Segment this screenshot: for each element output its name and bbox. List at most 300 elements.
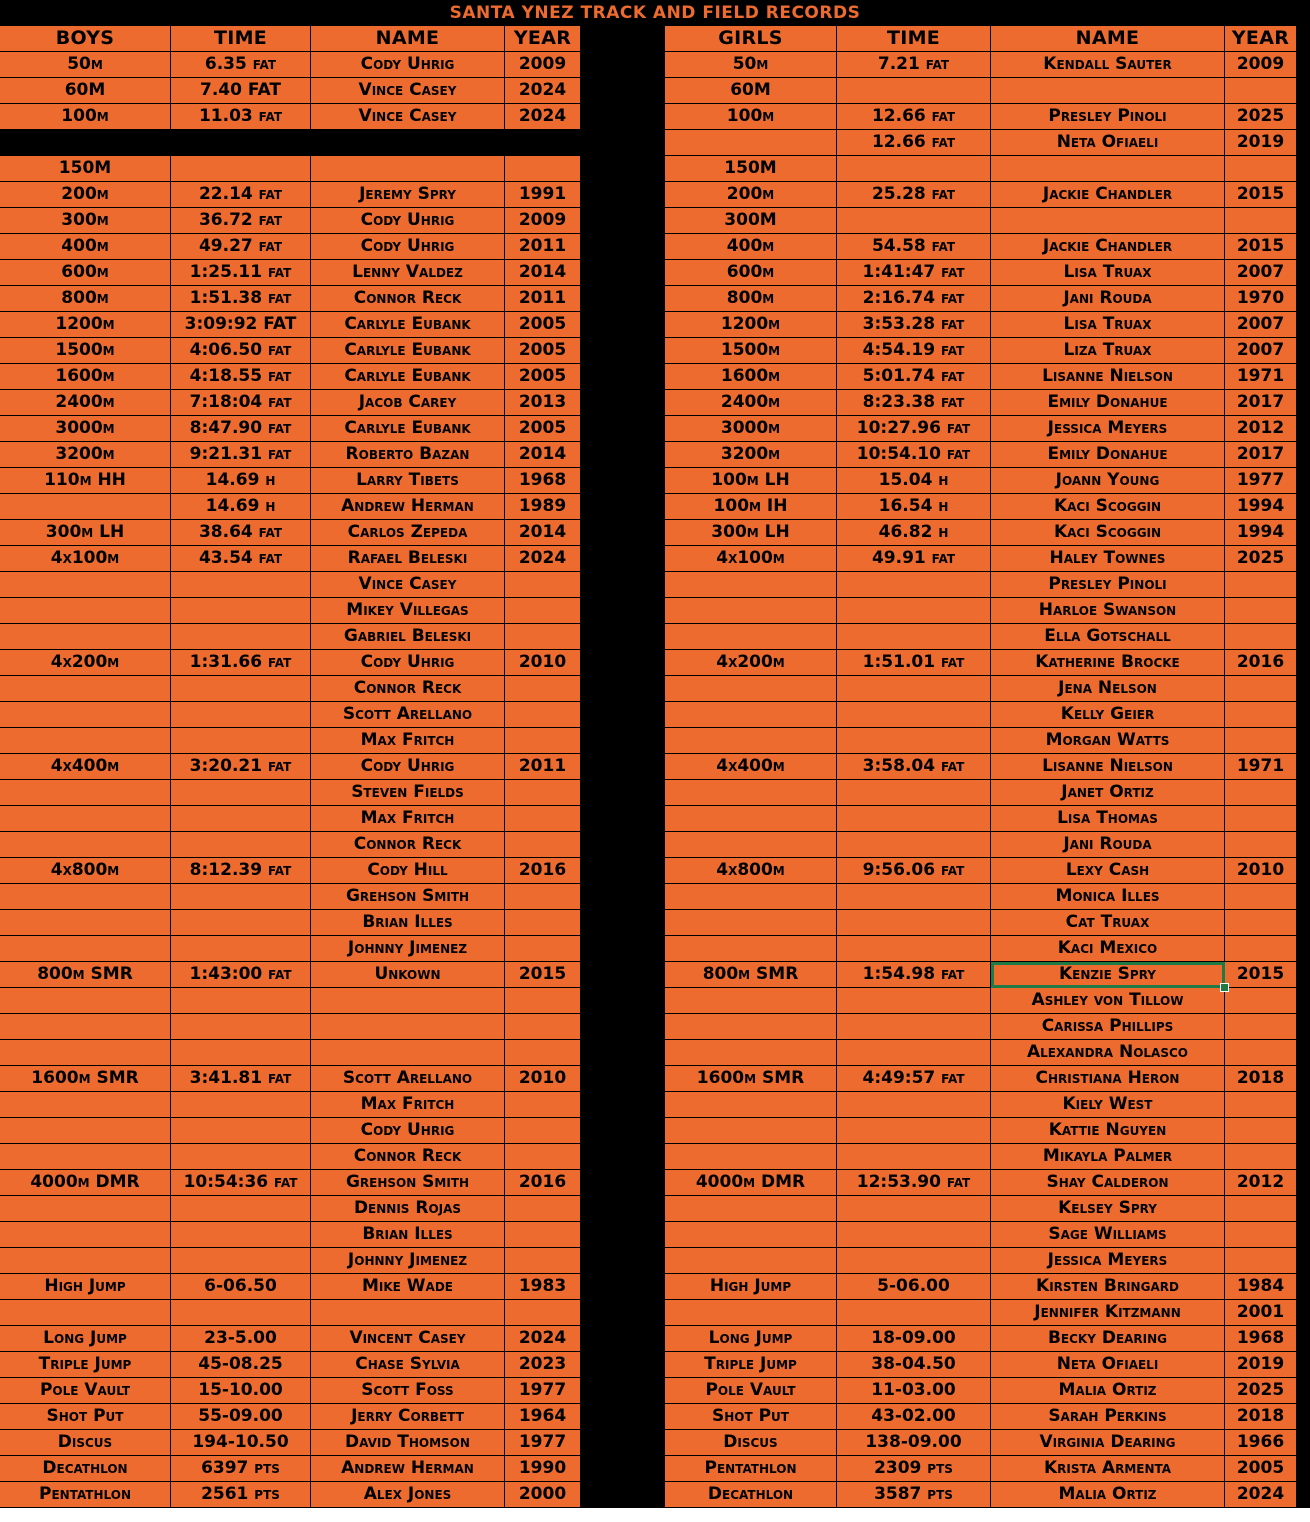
girls-time-cell[interactable]: 12:53.90 fat: [837, 1170, 991, 1196]
girls-event-cell[interactable]: Pole Vault: [665, 1378, 837, 1404]
girls-year-cell[interactable]: 2024: [1225, 1482, 1297, 1508]
girls-event-cell[interactable]: 1500m: [665, 338, 837, 364]
boys-year-cell[interactable]: [505, 598, 581, 624]
boys-year-cell[interactable]: [505, 1144, 581, 1170]
boys-event-cell[interactable]: 800m: [0, 286, 171, 312]
girls-year-cell[interactable]: 1994: [1225, 494, 1297, 520]
boys-name-cell[interactable]: Connor Reck: [311, 832, 505, 858]
girls-name-cell[interactable]: [991, 78, 1225, 104]
boys-name-cell[interactable]: [311, 988, 505, 1014]
boys-year-cell[interactable]: [505, 988, 581, 1014]
boys-year-cell[interactable]: 2016: [505, 858, 581, 884]
girls-time-cell[interactable]: 46.82 h: [837, 520, 991, 546]
boys-time-cell[interactable]: [171, 728, 311, 754]
girls-name-cell[interactable]: Mikayla Palmer: [991, 1144, 1225, 1170]
boys-event-cell[interactable]: 1600m: [0, 364, 171, 390]
girls-time-cell[interactable]: [837, 780, 991, 806]
boys-event-cell[interactable]: [0, 702, 171, 728]
boys-event-cell[interactable]: [0, 832, 171, 858]
boys-time-cell[interactable]: 11.03 fat: [171, 104, 311, 130]
girls-name-cell[interactable]: Neta Ofiaeli: [991, 130, 1225, 156]
boys-name-cell[interactable]: Cody Uhrig: [311, 1118, 505, 1144]
girls-name-cell[interactable]: Jackie Chandler: [991, 234, 1225, 260]
girls-year-cell[interactable]: 2007: [1225, 312, 1297, 338]
girls-event-cell[interactable]: 4000m DMR: [665, 1170, 837, 1196]
girls-event-cell[interactable]: [665, 598, 837, 624]
boys-year-cell[interactable]: [505, 832, 581, 858]
girls-name-cell[interactable]: Jena Nelson: [991, 676, 1225, 702]
girls-time-cell[interactable]: 49.91 fat: [837, 546, 991, 572]
girls-name-cell[interactable]: Janet Ortiz: [991, 780, 1225, 806]
girls-name-cell[interactable]: Haley Townes: [991, 546, 1225, 572]
boys-name-cell[interactable]: Scott Arellano: [311, 702, 505, 728]
girls-event-cell[interactable]: 200m: [665, 182, 837, 208]
boys-time-cell[interactable]: [171, 884, 311, 910]
girls-event-cell[interactable]: 1600m: [665, 364, 837, 390]
girls-name-cell[interactable]: Emily Donahue: [991, 390, 1225, 416]
boys-name-cell[interactable]: Vince Casey: [311, 572, 505, 598]
boys-event-cell[interactable]: [0, 1040, 171, 1066]
boys-name-cell[interactable]: Roberto Bazan: [311, 442, 505, 468]
girls-year-cell[interactable]: [1225, 832, 1297, 858]
girls-event-cell[interactable]: 800m SMR: [665, 962, 837, 988]
girls-time-cell[interactable]: 12.66 fat: [837, 104, 991, 130]
girls-event-cell[interactable]: [665, 780, 837, 806]
girls-name-cell[interactable]: [991, 208, 1225, 234]
girls-event-cell[interactable]: Pentathlon: [665, 1456, 837, 1482]
girls-name-cell[interactable]: Kirsten Bringard: [991, 1274, 1225, 1300]
girls-time-cell[interactable]: [837, 1014, 991, 1040]
boys-name-cell[interactable]: [311, 1040, 505, 1066]
girls-name-cell[interactable]: Krista Armenta: [991, 1456, 1225, 1482]
boys-event-cell[interactable]: 300m: [0, 208, 171, 234]
boys-event-cell[interactable]: 2400m: [0, 390, 171, 416]
boys-name-cell[interactable]: Mike Wade: [311, 1274, 505, 1300]
boys-year-cell[interactable]: 2010: [505, 650, 581, 676]
boys-time-cell[interactable]: [171, 1196, 311, 1222]
boys-event-cell[interactable]: [0, 1196, 171, 1222]
boys-event-cell[interactable]: Pole Vault: [0, 1378, 171, 1404]
boys-time-cell[interactable]: [171, 806, 311, 832]
girls-year-cell[interactable]: [1225, 884, 1297, 910]
boys-name-cell[interactable]: Cody Uhrig: [311, 208, 505, 234]
boys-time-cell[interactable]: 38.64 fat: [171, 520, 311, 546]
boys-year-cell[interactable]: [505, 910, 581, 936]
girls-year-cell[interactable]: 2018: [1225, 1404, 1297, 1430]
girls-time-cell[interactable]: [837, 676, 991, 702]
boys-year-cell[interactable]: 2023: [505, 1352, 581, 1378]
girls-year-cell[interactable]: 1966: [1225, 1430, 1297, 1456]
boys-year-cell[interactable]: [505, 1014, 581, 1040]
boys-year-cell[interactable]: 2011: [505, 754, 581, 780]
girls-name-cell[interactable]: Kiely West: [991, 1092, 1225, 1118]
girls-event-cell[interactable]: 300m LH: [665, 520, 837, 546]
girls-name-cell[interactable]: Liza Truax: [991, 338, 1225, 364]
boys-name-cell[interactable]: Alex Jones: [311, 1482, 505, 1508]
girls-event-cell[interactable]: [665, 988, 837, 1014]
boys-header-event[interactable]: BOYS: [0, 26, 171, 52]
girls-year-cell[interactable]: [1225, 676, 1297, 702]
boys-time-cell[interactable]: [171, 1248, 311, 1274]
girls-year-cell[interactable]: [1225, 1248, 1297, 1274]
boys-time-cell[interactable]: [171, 1040, 311, 1066]
boys-year-cell[interactable]: 2010: [505, 1066, 581, 1092]
boys-time-cell[interactable]: 2561 pts: [171, 1482, 311, 1508]
girls-time-cell[interactable]: 5-06.00: [837, 1274, 991, 1300]
girls-name-cell[interactable]: Malia Ortiz: [991, 1482, 1225, 1508]
boys-event-cell[interactable]: Discus: [0, 1430, 171, 1456]
girls-time-cell[interactable]: 8:23.38 fat: [837, 390, 991, 416]
girls-year-cell[interactable]: 2015: [1225, 234, 1297, 260]
girls-year-cell[interactable]: [1225, 208, 1297, 234]
boys-event-cell[interactable]: [0, 572, 171, 598]
boys-year-cell[interactable]: 2024: [505, 104, 581, 130]
boys-time-cell[interactable]: 8:47.90 fat: [171, 416, 311, 442]
boys-name-cell[interactable]: Max Fritch: [311, 728, 505, 754]
boys-year-cell[interactable]: [505, 676, 581, 702]
boys-name-cell[interactable]: Cody Hill: [311, 858, 505, 884]
girls-event-cell[interactable]: Triple Jump: [665, 1352, 837, 1378]
boys-event-cell[interactable]: 110m HH: [0, 468, 171, 494]
boys-year-cell[interactable]: 1968: [505, 468, 581, 494]
boys-time-cell[interactable]: [171, 1092, 311, 1118]
boys-event-cell[interactable]: [0, 1014, 171, 1040]
boys-time-cell[interactable]: [171, 780, 311, 806]
boys-name-cell[interactable]: Steven Fields: [311, 780, 505, 806]
girls-time-cell[interactable]: 138-09.00: [837, 1430, 991, 1456]
boys-event-cell[interactable]: 200m: [0, 182, 171, 208]
boys-time-cell[interactable]: 45-08.25: [171, 1352, 311, 1378]
boys-year-cell[interactable]: [505, 780, 581, 806]
boys-year-cell[interactable]: 1983: [505, 1274, 581, 1300]
girls-event-cell[interactable]: Discus: [665, 1430, 837, 1456]
boys-name-cell[interactable]: Max Fritch: [311, 1092, 505, 1118]
girls-event-cell[interactable]: [665, 1118, 837, 1144]
boys-year-cell[interactable]: [505, 156, 581, 182]
boys-name-cell[interactable]: Connor Reck: [311, 286, 505, 312]
girls-name-cell[interactable]: Kaci Scoggin: [991, 494, 1225, 520]
girls-time-cell[interactable]: 10:54.10 fat: [837, 442, 991, 468]
girls-time-cell[interactable]: 43-02.00: [837, 1404, 991, 1430]
boys-time-cell[interactable]: [171, 832, 311, 858]
boys-event-cell[interactable]: 3000m: [0, 416, 171, 442]
girls-time-cell[interactable]: 1:54.98 fat: [837, 962, 991, 988]
girls-name-cell[interactable]: Lexy Cash: [991, 858, 1225, 884]
girls-year-cell[interactable]: 1977: [1225, 468, 1297, 494]
girls-year-cell[interactable]: 2017: [1225, 442, 1297, 468]
girls-time-cell[interactable]: 4:54.19 fat: [837, 338, 991, 364]
boys-year-cell[interactable]: 2011: [505, 286, 581, 312]
girls-time-cell[interactable]: 18-09.00: [837, 1326, 991, 1352]
boys-time-cell[interactable]: 3:20.21 fat: [171, 754, 311, 780]
boys-name-cell[interactable]: Cody Uhrig: [311, 52, 505, 78]
boys-time-cell[interactable]: 3:09:92 FAT: [171, 312, 311, 338]
boys-event-cell[interactable]: 4000m DMR: [0, 1170, 171, 1196]
boys-year-cell[interactable]: [505, 1300, 581, 1326]
girls-time-cell[interactable]: [837, 806, 991, 832]
boys-time-cell[interactable]: [171, 156, 311, 182]
girls-time-cell[interactable]: [837, 572, 991, 598]
girls-time-cell[interactable]: [837, 1118, 991, 1144]
girls-name-cell[interactable]: Lisa Truax: [991, 260, 1225, 286]
girls-name-cell[interactable]: Cat Truax: [991, 910, 1225, 936]
girls-year-cell[interactable]: 2007: [1225, 260, 1297, 286]
girls-event-cell[interactable]: 4x400m: [665, 754, 837, 780]
girls-year-cell[interactable]: 2025: [1225, 1378, 1297, 1404]
boys-event-cell[interactable]: High Jump: [0, 1274, 171, 1300]
boys-name-cell[interactable]: Chase Sylvia: [311, 1352, 505, 1378]
boys-event-cell[interactable]: 800m SMR: [0, 962, 171, 988]
boys-event-cell[interactable]: [0, 676, 171, 702]
boys-event-cell[interactable]: 4x200m: [0, 650, 171, 676]
girls-time-cell[interactable]: [837, 936, 991, 962]
girls-year-cell[interactable]: [1225, 78, 1297, 104]
boys-year-cell[interactable]: 1989: [505, 494, 581, 520]
boys-year-cell[interactable]: 2011: [505, 234, 581, 260]
girls-event-cell[interactable]: 3200m: [665, 442, 837, 468]
girls-year-cell[interactable]: [1225, 624, 1297, 650]
girls-event-cell[interactable]: [665, 1092, 837, 1118]
girls-time-cell[interactable]: 5:01.74 fat: [837, 364, 991, 390]
boys-event-cell[interactable]: 4x800m: [0, 858, 171, 884]
boys-name-cell[interactable]: Grehson Smith: [311, 884, 505, 910]
girls-event-cell[interactable]: 150M: [665, 156, 837, 182]
girls-event-cell[interactable]: 600m: [665, 260, 837, 286]
girls-event-cell[interactable]: 100m LH: [665, 468, 837, 494]
girls-time-cell[interactable]: [837, 156, 991, 182]
girls-name-cell[interactable]: Kaci Mexico: [991, 936, 1225, 962]
girls-year-cell[interactable]: 2001: [1225, 1300, 1297, 1326]
girls-name-cell[interactable]: Alexandra Nolasco: [991, 1040, 1225, 1066]
girls-time-cell[interactable]: 25.28 fat: [837, 182, 991, 208]
boys-year-cell[interactable]: 2014: [505, 520, 581, 546]
boys-name-cell[interactable]: Johnny Jimenez: [311, 1248, 505, 1274]
girls-event-cell[interactable]: [665, 1300, 837, 1326]
boys-name-cell[interactable]: Rafael Beleski: [311, 546, 505, 572]
girls-name-cell[interactable]: Jackie Chandler: [991, 182, 1225, 208]
girls-header-name[interactable]: NAME: [991, 26, 1225, 52]
girls-year-cell[interactable]: 2025: [1225, 546, 1297, 572]
boys-name-cell[interactable]: Larry Tibets: [311, 468, 505, 494]
boys-time-cell[interactable]: 6-06.50: [171, 1274, 311, 1300]
girls-year-cell[interactable]: [1225, 1118, 1297, 1144]
girls-year-cell[interactable]: [1225, 1144, 1297, 1170]
boys-year-cell[interactable]: 2015: [505, 962, 581, 988]
boys-name-cell[interactable]: Brian Illes: [311, 1222, 505, 1248]
girls-name-cell[interactable]: Malia Ortiz: [991, 1378, 1225, 1404]
boys-year-cell[interactable]: [505, 936, 581, 962]
boys-year-cell[interactable]: [505, 1248, 581, 1274]
girls-time-cell[interactable]: 11-03.00: [837, 1378, 991, 1404]
girls-time-cell[interactable]: [837, 1300, 991, 1326]
boys-year-cell[interactable]: [505, 572, 581, 598]
girls-name-cell[interactable]: Presley Pinoli: [991, 572, 1225, 598]
boys-event-cell[interactable]: [0, 936, 171, 962]
girls-year-cell[interactable]: [1225, 806, 1297, 832]
boys-event-cell[interactable]: [0, 884, 171, 910]
boys-name-cell[interactable]: Vince Casey: [311, 78, 505, 104]
girls-header-year[interactable]: YEAR: [1225, 26, 1297, 52]
girls-event-cell[interactable]: [665, 1040, 837, 1066]
girls-year-cell[interactable]: [1225, 910, 1297, 936]
girls-time-cell[interactable]: 12.66 fat: [837, 130, 991, 156]
girls-event-cell[interactable]: [665, 1222, 837, 1248]
boys-name-cell[interactable]: Scott Arellano: [311, 1066, 505, 1092]
girls-year-cell[interactable]: [1225, 936, 1297, 962]
boys-time-cell[interactable]: 1:31.66 fat: [171, 650, 311, 676]
boys-event-cell[interactable]: [0, 1144, 171, 1170]
girls-year-cell[interactable]: [1225, 572, 1297, 598]
girls-time-cell[interactable]: 15.04 h: [837, 468, 991, 494]
boys-year-cell[interactable]: [505, 806, 581, 832]
boys-time-cell[interactable]: 6.35 fat: [171, 52, 311, 78]
boys-time-cell[interactable]: 43.54 fat: [171, 546, 311, 572]
girls-event-cell[interactable]: 4x200m: [665, 650, 837, 676]
boys-time-cell[interactable]: 194-10.50: [171, 1430, 311, 1456]
girls-name-cell[interactable]: Ashley von Tillow: [991, 988, 1225, 1014]
boys-year-cell[interactable]: 2005: [505, 338, 581, 364]
girls-year-cell[interactable]: [1225, 598, 1297, 624]
boys-event-cell[interactable]: Decathlon: [0, 1456, 171, 1482]
girls-event-cell[interactable]: 4x800m: [665, 858, 837, 884]
girls-event-cell[interactable]: [665, 1248, 837, 1274]
girls-time-cell[interactable]: [837, 78, 991, 104]
girls-name-cell[interactable]: Katherine Brocke: [991, 650, 1225, 676]
boys-event-cell[interactable]: [0, 806, 171, 832]
girls-year-cell[interactable]: 2015: [1225, 182, 1297, 208]
girls-event-cell[interactable]: [665, 624, 837, 650]
girls-event-cell[interactable]: 50m: [665, 52, 837, 78]
boys-event-cell[interactable]: Pentathlon: [0, 1482, 171, 1508]
girls-year-cell[interactable]: 2010: [1225, 858, 1297, 884]
girls-name-cell[interactable]: Lisanne Nielson: [991, 754, 1225, 780]
boys-time-cell[interactable]: [171, 1222, 311, 1248]
boys-time-cell[interactable]: 15-10.00: [171, 1378, 311, 1404]
boys-name-cell[interactable]: Carlyle Eubank: [311, 364, 505, 390]
boys-time-cell[interactable]: 49.27 fat: [171, 234, 311, 260]
girls-name-cell[interactable]: Kelly Geier: [991, 702, 1225, 728]
girls-year-cell[interactable]: [1225, 1092, 1297, 1118]
boys-year-cell[interactable]: [505, 884, 581, 910]
boys-year-cell[interactable]: [505, 1092, 581, 1118]
boys-header-name[interactable]: NAME: [311, 26, 505, 52]
boys-event-cell[interactable]: [0, 728, 171, 754]
boys-event-cell[interactable]: [0, 1092, 171, 1118]
girls-event-cell[interactable]: [665, 884, 837, 910]
girls-name-cell[interactable]: Shay Calderon: [991, 1170, 1225, 1196]
boys-year-cell[interactable]: [505, 1118, 581, 1144]
girls-event-cell[interactable]: Long Jump: [665, 1326, 837, 1352]
girls-time-cell[interactable]: [837, 208, 991, 234]
boys-time-cell[interactable]: 9:21.31 fat: [171, 442, 311, 468]
boys-event-cell[interactable]: [0, 1118, 171, 1144]
boys-event-cell[interactable]: Triple Jump: [0, 1352, 171, 1378]
girls-time-cell[interactable]: [837, 728, 991, 754]
girls-year-cell[interactable]: [1225, 780, 1297, 806]
girls-event-cell[interactable]: [665, 676, 837, 702]
girls-year-cell[interactable]: 2005: [1225, 1456, 1297, 1482]
girls-event-cell[interactable]: Shot Put: [665, 1404, 837, 1430]
boys-name-cell[interactable]: [311, 1014, 505, 1040]
boys-name-cell[interactable]: Gabriel Beleski: [311, 624, 505, 650]
girls-time-cell[interactable]: 54.58 fat: [837, 234, 991, 260]
boys-time-cell[interactable]: [171, 676, 311, 702]
girls-time-cell[interactable]: 3:53.28 fat: [837, 312, 991, 338]
boys-time-cell[interactable]: 10:54:36 fat: [171, 1170, 311, 1196]
girls-time-cell[interactable]: 3587 pts: [837, 1482, 991, 1508]
boys-name-cell[interactable]: Andrew Herman: [311, 1456, 505, 1482]
selected-cell[interactable]: Kenzie Spry: [991, 962, 1225, 988]
girls-name-cell[interactable]: Becky Dearing: [991, 1326, 1225, 1352]
girls-name-cell[interactable]: Monica Illes: [991, 884, 1225, 910]
girls-name-cell[interactable]: Neta Ofiaeli: [991, 1352, 1225, 1378]
girls-year-cell[interactable]: 2007: [1225, 338, 1297, 364]
girls-year-cell[interactable]: 2012: [1225, 1170, 1297, 1196]
girls-name-cell[interactable]: Ella Gotschall: [991, 624, 1225, 650]
boys-event-cell[interactable]: 1500m: [0, 338, 171, 364]
boys-year-cell[interactable]: 2005: [505, 416, 581, 442]
boys-name-cell[interactable]: Carlyle Eubank: [311, 416, 505, 442]
girls-year-cell[interactable]: [1225, 1196, 1297, 1222]
girls-time-cell[interactable]: [837, 884, 991, 910]
girls-event-cell[interactable]: 60M: [665, 78, 837, 104]
girls-header-event[interactable]: GIRLS: [665, 26, 837, 52]
boys-time-cell[interactable]: [171, 598, 311, 624]
girls-time-cell[interactable]: [837, 1092, 991, 1118]
boys-name-cell[interactable]: Jeremy Spry: [311, 182, 505, 208]
boys-time-cell[interactable]: 1:51.38 fat: [171, 286, 311, 312]
boys-name-cell[interactable]: Grehson Smith: [311, 1170, 505, 1196]
girls-name-cell[interactable]: Carissa Phillips: [991, 1014, 1225, 1040]
girls-year-cell[interactable]: 2018: [1225, 1066, 1297, 1092]
boys-name-cell[interactable]: Connor Reck: [311, 676, 505, 702]
girls-time-cell[interactable]: [837, 1144, 991, 1170]
girls-year-cell[interactable]: 1971: [1225, 754, 1297, 780]
girls-time-cell[interactable]: [837, 1248, 991, 1274]
girls-name-cell[interactable]: Lisanne Nielson: [991, 364, 1225, 390]
boys-event-cell[interactable]: 300m LH: [0, 520, 171, 546]
girls-time-cell[interactable]: [837, 702, 991, 728]
girls-time-cell[interactable]: [837, 1196, 991, 1222]
boys-name-cell[interactable]: Jacob Carey: [311, 390, 505, 416]
girls-time-cell[interactable]: [837, 624, 991, 650]
boys-year-cell[interactable]: 2016: [505, 1170, 581, 1196]
girls-event-cell[interactable]: High Jump: [665, 1274, 837, 1300]
boys-year-cell[interactable]: 1977: [505, 1430, 581, 1456]
boys-time-cell[interactable]: [171, 936, 311, 962]
girls-time-cell[interactable]: 9:56.06 fat: [837, 858, 991, 884]
girls-year-cell[interactable]: [1225, 702, 1297, 728]
girls-year-cell[interactable]: 2009: [1225, 52, 1297, 78]
boys-year-cell[interactable]: 2024: [505, 78, 581, 104]
girls-event-cell[interactable]: 2400m: [665, 390, 837, 416]
girls-time-cell[interactable]: [837, 598, 991, 624]
boys-year-cell[interactable]: 1977: [505, 1378, 581, 1404]
girls-event-cell[interactable]: [665, 130, 837, 156]
boys-year-cell[interactable]: 1964: [505, 1404, 581, 1430]
boys-event-cell[interactable]: 600m: [0, 260, 171, 286]
boys-name-cell[interactable]: Jerry Corbett: [311, 1404, 505, 1430]
boys-event-cell[interactable]: 100m: [0, 104, 171, 130]
boys-year-cell[interactable]: [505, 624, 581, 650]
girls-event-cell[interactable]: 100m: [665, 104, 837, 130]
girls-name-cell[interactable]: Christiana Heron: [991, 1066, 1225, 1092]
boys-time-cell[interactable]: 7:18:04 fat: [171, 390, 311, 416]
boys-year-cell[interactable]: 2024: [505, 546, 581, 572]
girls-year-cell[interactable]: 2017: [1225, 390, 1297, 416]
boys-event-cell[interactable]: [0, 624, 171, 650]
girls-name-cell[interactable]: [991, 156, 1225, 182]
